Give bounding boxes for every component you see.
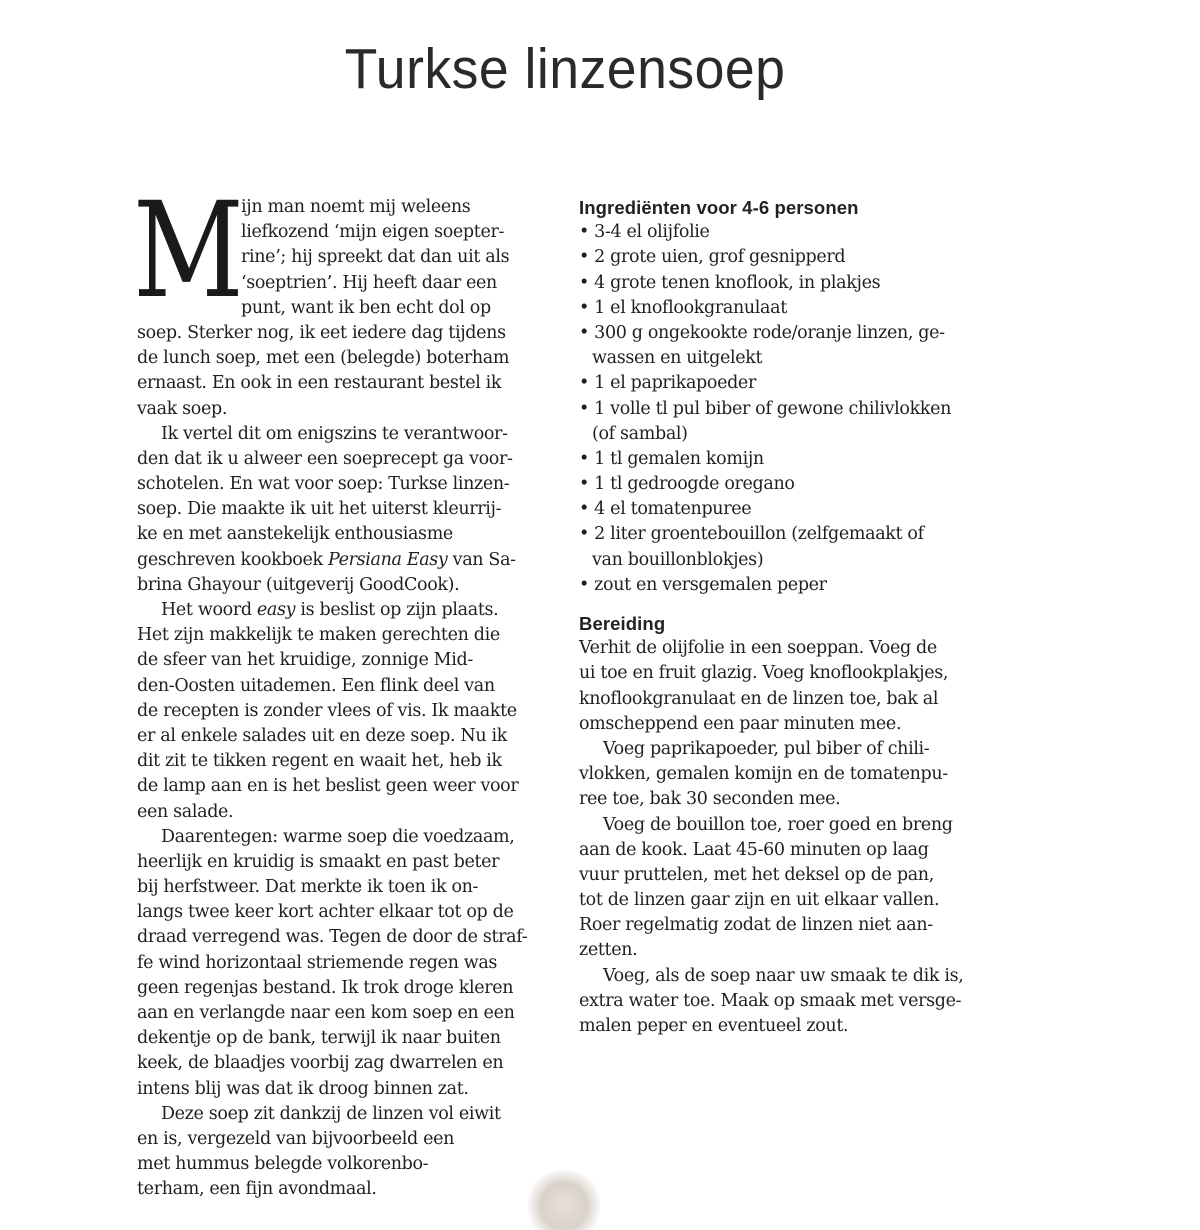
photo-fragment [528, 1170, 600, 1230]
method-line: Roer regelmatig zodat de linzen niet aan- [579, 915, 933, 936]
article-line: Het woord easy is beslist op zijn plaats. [161, 600, 499, 620]
article-line: geen regenjas bestand. Ik trok droge kleren [137, 977, 514, 998]
method-line: tot de linzen gaar zijn en uit elkaar vallen. [579, 890, 940, 911]
article-line: Deze soep zit dankzij de linzen vol eiwit [161, 1103, 501, 1124]
article-line: Het zijn makkelijk te maken gerechten die [137, 625, 500, 646]
article-line: heerlijk en kruidig is smaakt en past beter [137, 851, 500, 872]
ingredient-item: • 1 el paprikapoeder [579, 373, 756, 394]
article-line: soep. Sterker nog, ik eet iedere dag tijdens [137, 322, 506, 343]
article-line: Ik vertel dit om enigszins te verantwoor- [161, 423, 508, 444]
article-line: ijn man noemt mij weleens [241, 197, 471, 217]
drop-cap: M [133, 174, 244, 328]
ingredient-item: • 1 tl gedroogde oregano [579, 474, 795, 495]
ingredients-heading: Ingrediënten voor 4-6 personen [579, 197, 859, 218]
article-line: keek, de blaadjes voorbij zag dwarrelen en [137, 1053, 504, 1074]
article-line: schotelen. En wat voor soep: Turkse linzen- [137, 474, 510, 495]
method-line: aan de kook. Laat 45-60 minuten op laag [579, 839, 929, 860]
ingredient-item: • 1 el knoflookgranulaat [579, 297, 787, 318]
ingredient-item: van bouillonblokjes) [592, 549, 764, 570]
ingredients-list [579, 220, 999, 598]
article-line: ernaast. En ook in een restaurant bestel ik [137, 373, 502, 394]
ingredient-item: • 300 g ongekookte rode/oranje linzen, ge- [579, 322, 945, 343]
ingredient-item: (of sambal) [592, 423, 688, 444]
article-line: bij herfstweer. Dat merkte ik toen ik on- [137, 877, 479, 898]
article-line: geschreven kookboek Persiana Easy van Sa- [137, 549, 516, 570]
article-line: er al enkele salades uit en deze soep. Nu ik [137, 725, 508, 746]
article-line: terham, een fijn avondmaal. [137, 1179, 377, 1200]
article-line: rine’; hij spreekt dat dan uit als [241, 247, 510, 268]
article-line: de sfeer van het kruidige, zonnige Mid- [137, 650, 473, 671]
method-line: Verhit de olijfolie in een soeppan. Voeg de [579, 638, 937, 659]
method-line: vuur pruttelen, met het deksel op de pan, [579, 864, 934, 885]
method-line: vlokken, gemalen komijn en de tomatenpu- [579, 764, 948, 785]
ingredient-item: wassen en uitgelekt [592, 348, 763, 369]
ingredient-item: • 3-4 el olijfolie [579, 222, 710, 243]
article-line: Daarentegen: warme soep die voedzaam, [161, 826, 515, 847]
article-line: ke en met aanstekelijk enthousiasme [137, 524, 453, 545]
article-line: den dat ik u alweer een soeprecept ga voor- [137, 448, 513, 469]
ingredient-item: • 1 tl gemalen komijn [579, 448, 764, 469]
method-line: knoflookgranulaat en de linzen toe, bak al [579, 688, 939, 709]
method-heading: Bereiding [579, 613, 666, 634]
method-line: ree toe, bak 30 seconden mee. [579, 789, 841, 810]
article-line: soep. Die maakte ik uit het uiterst kleurrij- [137, 499, 502, 520]
page-title: Turkse linzensoep [344, 37, 786, 102]
method-line: zetten. [579, 940, 638, 961]
ingredient-item: • 2 liter groentebouillon (zelfgemaakt of [579, 524, 924, 545]
ingredient-item: • 2 grote uien, grof gesnipperd [579, 247, 846, 268]
article-line: brina Ghayour (uitgeverij GoodCook). [137, 574, 460, 595]
article-column-left [133, 174, 557, 1203]
article-line: liefkozend ‘mijn eigen soepter- [241, 222, 505, 243]
article-line: punt, want ik ben echt dol op [241, 297, 491, 318]
method-line: ui toe en fruit glazig. Voeg knoflookplakjes, [579, 663, 949, 684]
article-line: en is, vergezeld van bijvoorbeeld een [137, 1128, 455, 1149]
ingredient-item: • 4 el tomatenpuree [579, 499, 752, 520]
recipe-column [579, 195, 999, 1039]
article-line: den-Oosten uitademen. Een flink deel van [137, 675, 495, 696]
method-line: malen peper en eventueel zout. [579, 1016, 849, 1036]
article-line: fe wind horizontaal striemende regen was [137, 952, 498, 973]
article-body [137, 321, 557, 1203]
article-line: met hummus belegde volkorenbo- [137, 1154, 429, 1175]
method-line: Voeg paprikapoeder, pul biber of chili- [603, 738, 930, 759]
article-line: draad verregend was. Tegen de door de straf- [137, 927, 528, 948]
article-line: langs twee keer kort achter elkaar tot op de [137, 902, 514, 923]
article-line: dit zit te tikken regent en waait het, heb ik [137, 751, 502, 772]
article-line: een salade. [137, 801, 234, 822]
method-line: Voeg de bouillon toe, roer goed en breng [603, 814, 953, 835]
ingredient-item: • zout en versgemalen peper [579, 574, 827, 595]
article-line: aan en verlangde naar een kom soep en een [137, 1003, 515, 1023]
article-line: ‘soeptrien’. Hij heeft daar een [241, 272, 497, 293]
article-line: de lunch soep, met een (belegde) boterham [137, 348, 510, 369]
article-line: de lamp aan en is het beslist geen weer voor [137, 776, 519, 797]
article-line: vaak soep. [137, 398, 228, 419]
article-line: de recepten is zonder vlees of vis. Ik maakte [137, 700, 517, 721]
ingredient-item: • 1 volle tl pul biber of gewone chilivlokken [579, 398, 952, 419]
article-line: dekentje op de bank, terwijl ik naar buiten [137, 1028, 501, 1049]
method-line: omscheppend een paar minuten mee. [579, 713, 902, 734]
method-line: Voeg, als de soep naar uw smaak te dik is, [603, 965, 964, 986]
article-line: intens blij was dat ik droog binnen zat. [137, 1078, 469, 1099]
method-line: extra water toe. Maak op smaak met versge- [579, 990, 962, 1011]
method-text [579, 636, 999, 1039]
ingredient-item: • 4 grote tenen knoflook, in plakjes [579, 272, 881, 293]
